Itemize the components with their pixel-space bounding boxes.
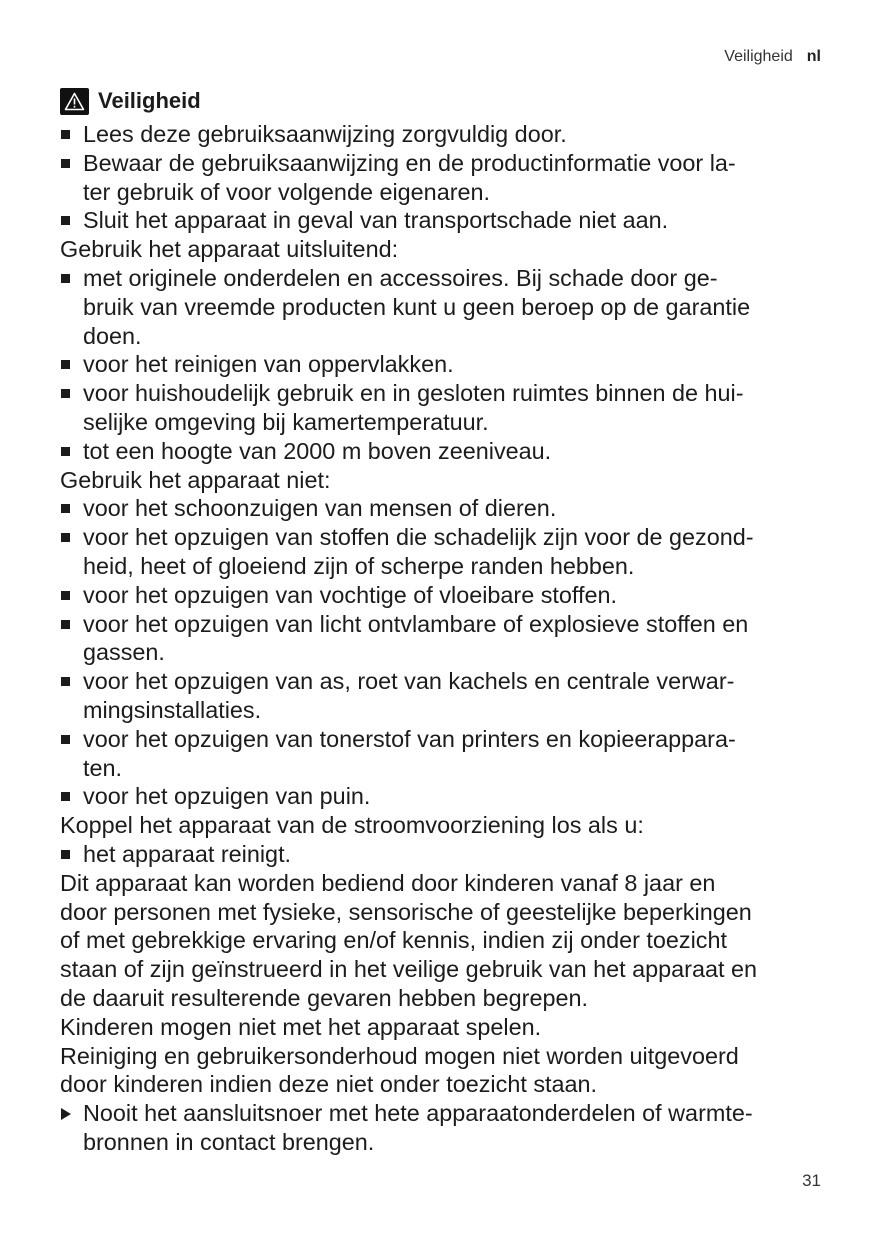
text-line: voor het opzuigen van stoffen die schadelijk zijn voor de gezond- [83,524,754,551]
text-line: door kinderen indien deze niet onder toezicht staan. [60,1071,598,1098]
text-line: voor het opzuigen van as, roet van kachels en centrale verwar- [83,668,735,695]
text-line: doen. [83,322,142,349]
bullet-item [60,379,825,437]
bullet-item [60,149,825,207]
square-bullet-icon [61,274,70,283]
paragraph [60,466,825,495]
text-line: bronnen in contact brengen. [83,1128,375,1155]
text-line: ten. [83,754,123,781]
text-line: Bewaar de gebruiksaanwijzing en de productinformatie voor la- [83,149,736,176]
paragraph [60,869,825,1013]
bullet-item [60,350,825,379]
text-line: tot een hoogte van 2000 m boven zeeniveau. [83,437,552,464]
text-line: voor het opzuigen van tonerstof van printers en kopieerappara- [83,725,736,752]
action-step [60,1099,825,1157]
text-line: Reiniging en gebruikersonderhoud mogen niet worden uitgevoerd [60,1042,739,1069]
square-bullet-icon [61,677,70,686]
triangle-arrow-icon [61,1108,71,1120]
page-number: 31 [802,1171,821,1190]
square-bullet-icon [61,792,70,801]
text-line: voor het opzuigen van vochtige of vloeibare stoffen. [83,581,618,608]
bullet-item [60,120,825,149]
paragraph [60,811,825,840]
page-content [60,86,825,1157]
text-line: Kinderen mogen niet met het apparaat spelen. [60,1013,542,1040]
square-bullet-icon [61,504,70,513]
warning-triangle-icon [60,88,89,115]
square-bullet-icon [61,447,70,456]
text-line: bruik van vreemde producten kunt u geen beroep op de garantie [83,293,751,320]
bullet-item [60,264,825,350]
square-bullet-icon [61,591,70,600]
text-line: staan of zijn geïnstrueerd in het veilige gebruik van het apparaat en [60,956,757,983]
running-header [724,48,821,66]
bullet-item [60,667,825,725]
safety-text-blocks [60,120,825,1157]
text-line: Koppel het apparaat van de stroomvoorziening los als u: [60,812,644,839]
text-line: selijke omgeving bij kamertemperatuur. [83,408,489,435]
square-bullet-icon [61,389,70,398]
text-line: Lees deze gebruiksaanwijzing zorgvuldig door. [83,121,567,147]
text-line: met originele onderdelen en accessoires. Bij schade door ge- [83,264,718,291]
text-line: Dit apparaat kan worden bediend door kinderen vanaf 8 jaar en [60,869,716,896]
square-bullet-icon [61,130,70,139]
bullet-item [60,523,825,581]
text-line: voor het reinigen van oppervlakken. [83,351,454,378]
text-line: Gebruik het apparaat niet: [60,466,331,493]
bullet-item [60,437,825,466]
section-title: Veiligheid [98,87,201,113]
text-line: heid, heet of gloeiend zijn of scherpe randen hebben. [83,552,635,579]
text-line: Nooit het aansluitsnoer met hete apparaatonderdelen of warmte- [83,1100,753,1127]
text-line: of met gebrekkige ervaring en/of kennis, indien zij onder toezicht [60,927,728,954]
paragraph [60,1013,825,1042]
square-bullet-icon [61,216,70,225]
square-bullet-icon [61,850,70,859]
square-bullet-icon [61,620,70,629]
text-line: mingsinstallaties. [83,696,262,723]
bullet-item [60,581,825,610]
running-header-section: Veiligheid [724,48,793,65]
text-line: voor huishoudelijk gebruik en in gesloten ruimtes binnen de hui- [83,380,744,407]
section-heading [60,86,825,116]
text-line: Sluit het apparaat in geval van transportschade niet aan. [83,207,669,234]
text-line: door personen met fysieke, sensorische of geestelijke beperkingen [60,898,752,925]
text-line: voor het schoonzuigen van mensen of dieren. [83,495,557,522]
square-bullet-icon [61,159,70,168]
square-bullet-icon [61,360,70,369]
text-line: ter gebruik of voor volgende eigenaren. [83,178,491,205]
bullet-item [60,725,825,783]
bullet-item [60,610,825,668]
bullet-item [60,840,825,869]
paragraph [60,235,825,264]
bullet-item [60,782,825,811]
text-line: voor het opzuigen van licht ontvlambare of explosieve stoffen en [83,610,749,637]
square-bullet-icon [61,735,70,744]
text-line: de daaruit resulterende gevaren hebben begrepen. [60,984,588,1011]
square-bullet-icon [61,533,70,542]
text-line: gassen. [83,639,165,666]
text-line: voor het opzuigen van puin. [83,783,371,810]
paragraph [60,1042,825,1100]
bullet-item [60,206,825,235]
bullet-item [60,494,825,523]
text-line: het apparaat reinigt. [83,840,292,867]
text-line: Gebruik het apparaat uitsluitend: [60,236,399,263]
running-header-language: nl [806,48,821,65]
